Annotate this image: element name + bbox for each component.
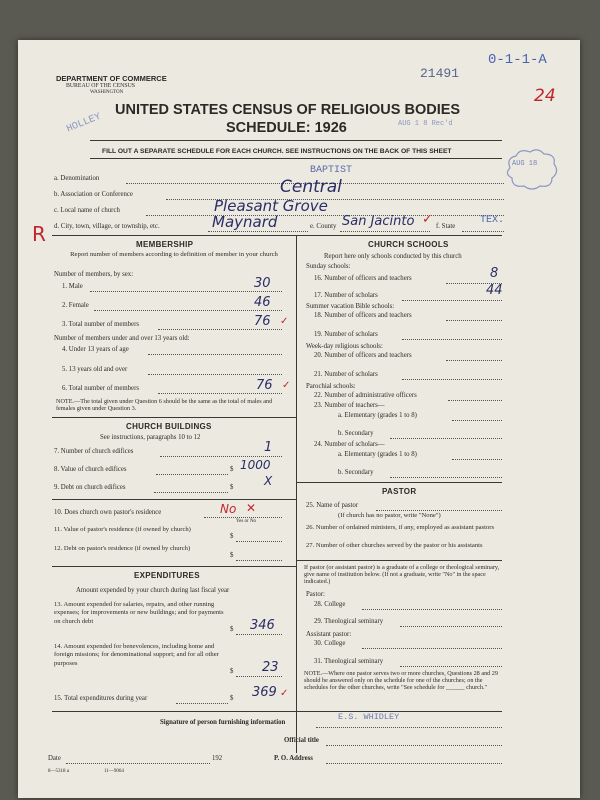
running-expenses-value: 346	[250, 618, 275, 633]
instruction-rule	[90, 158, 502, 159]
schools-title: CHURCH SCHOOLS	[368, 240, 449, 249]
schools-subtitle: Report here only schools conducted by this church	[324, 253, 462, 260]
red-r-mark: R	[32, 222, 46, 246]
weekday-scholars-label: 21. Number of scholars	[314, 371, 378, 378]
members-by-sex-label: Number of members, by sex:	[54, 271, 134, 278]
total-expenditures-check-mark: ✓	[280, 688, 289, 699]
official-title-label: Official title	[284, 737, 319, 744]
received-stamp: AUG 1 8 Rec'd	[398, 120, 453, 128]
teachers-label: 23. Number of teachers—	[314, 402, 385, 409]
weekday-schools-label: Week-day religious schools:	[306, 343, 383, 350]
running-expenses-currency: $	[230, 626, 234, 633]
column-divider	[296, 235, 297, 753]
teachers-elementary-label: a. Elementary (grades 1 to 8)	[338, 412, 417, 419]
edifice-value-currency: $	[230, 466, 234, 473]
residence-debt-label: 12. Debt on pastor's residence (if owned by church)	[54, 545, 191, 552]
edifice-value-label: 8. Value of church edifices	[54, 466, 127, 473]
pastor-seminary-label: 29. Theological seminary	[314, 618, 384, 625]
state-label: f. State	[436, 223, 456, 230]
department-name: DEPARTMENT OF COMMERCE	[56, 74, 167, 83]
sunday-officers-value: 8	[490, 266, 499, 281]
male-label: 1. Male	[62, 283, 83, 290]
scholars-elementary-label: a. Elementary (grades 1 to 8)	[338, 451, 417, 458]
bureau-name: BUREAU OF THE CENSUS	[66, 83, 135, 89]
church-edifices-value: 1	[264, 440, 273, 455]
summer-schools-label: Summer vacation Bible schools:	[306, 303, 395, 310]
yes-no-hint: Yes or No	[236, 519, 257, 524]
female-value: 46	[254, 295, 271, 310]
edifice-debt-label: 9. Debt on church edifices	[54, 484, 126, 491]
total-expenditures-label: 15. Total expenditures during year	[54, 695, 148, 702]
edifice-debt-value: X	[264, 474, 273, 488]
membership-title: MEMBERSHIP	[136, 240, 194, 249]
sunday-officers-label: 16. Number of officers and teachers	[314, 275, 412, 282]
state-value: TEX.	[480, 215, 505, 226]
city-label: d. City, town, village, or township, etc.	[54, 223, 160, 230]
membership-note: NOTE.—The total given under Question 6 should be the same as the total of males and females given under Question 3.	[56, 398, 273, 413]
summer-scholars-label: 19. Number of scholars	[314, 331, 378, 338]
edifice-value-amount: 1000	[240, 458, 271, 472]
total-members-age-value: 76	[256, 378, 273, 393]
form-title: UNITED STATES CENSUS OF RELIGIOUS BODIES	[115, 102, 461, 118]
total-expenditures-value: 369	[252, 685, 277, 700]
church-edifices-label: 7. Number of church edifices	[54, 448, 134, 455]
association-value: Central	[280, 177, 342, 197]
total-age-check-mark: ✓	[282, 380, 291, 391]
summer-officers-label: 18. Number of officers and teachers	[314, 312, 412, 319]
sunday-scholars-label: 17. Number of scholars	[314, 292, 378, 299]
county-check-mark: ✓	[422, 212, 433, 227]
sunday-scholars-value: 44	[486, 283, 503, 298]
signature-value: E.S. WHIDLEY	[338, 712, 400, 722]
holley-stamp: HOLLEY	[65, 111, 103, 136]
assistant-pastor-subheading: Assistant pastor:	[306, 631, 352, 638]
separate-schedule-instruction: FILL OUT A SEPARATE SCHEDULE FOR EACH CHURCH. SEE INSTRUCTIONS ON THE BACK OF THIS SHEET	[102, 148, 452, 155]
local-name-label: c. Local name of church	[54, 207, 120, 214]
weekday-officers-label: 20. Number of officers and teachers	[314, 352, 412, 359]
aug-received-seal	[502, 148, 562, 190]
residence-value-currency: $	[230, 533, 234, 540]
total-members-value: 76	[254, 314, 271, 329]
membership-intro: Report number of members according to definition of member in your church	[70, 251, 278, 258]
pastor-college-label: 28. College	[314, 601, 346, 608]
header-rule	[90, 140, 502, 141]
owns-residence-x-mark: ✕	[246, 501, 257, 515]
form-number-stamp: 21491	[420, 66, 460, 81]
signature-label: Signature of person furnishing information	[160, 719, 286, 726]
expenditures-subtitle: Amount expended by your church during last fiscal year	[76, 587, 230, 594]
po-address-label: P. O. Address	[274, 755, 313, 762]
under-over-label: Number of members under and over 13 years old:	[54, 335, 190, 342]
assistant-seminary-label: 31. Theological seminary	[314, 658, 384, 665]
buildings-subtitle: See instructions, paragraphs 10 to 12	[100, 434, 201, 441]
assistant-college-label: 30. College	[314, 640, 346, 647]
form-code: 8—5318 a	[48, 769, 69, 774]
county-value: San Jacinto	[342, 214, 415, 229]
county-label: e. County	[310, 223, 337, 230]
code-stamp: 0-1-1-A	[488, 52, 547, 68]
parochial-schools-label: Parochial schools:	[306, 383, 356, 390]
residence-value-label: 11. Value of pastor's residence (if owned by church)	[54, 526, 191, 533]
residence-debt-currency: $	[230, 552, 234, 559]
denomination-value: BAPTIST	[310, 165, 353, 176]
total-expenditures-currency: $	[230, 695, 234, 702]
female-label: 2. Female	[62, 302, 89, 309]
graduate-instructions: If pastor (or assistant pastor) is a graduate of a college or theological seminary, give name of institution below. (If not a graduate, write "No" in the space indicated.)	[304, 564, 500, 586]
pastor-subheading: Pastor:	[306, 591, 325, 598]
local-name-value: Pleasant Grove	[214, 197, 328, 215]
benevolences-value: 23	[262, 660, 279, 675]
sunday-schools-label: Sunday schools:	[306, 263, 351, 270]
date-year: 192	[212, 755, 223, 762]
census-schedule-sheet	[18, 40, 580, 798]
red-mark-24: 24	[534, 86, 556, 106]
expenditures-title: EXPENDITURES	[134, 571, 200, 580]
date-label: Date	[48, 755, 61, 762]
pastor-note: NOTE.—Where one pastor serves two or more churches, Questions 28 and 29 should be answered only on the schedule for one of the churches; on the schedules for the other churches, write "See schedule for ______ church."	[304, 670, 498, 692]
pastor-name-label: 25. Name of pastor	[306, 502, 359, 509]
benevolences-currency: $	[230, 668, 234, 675]
denomination-label: a. Denomination	[54, 175, 100, 182]
edifice-debt-currency: $	[230, 484, 234, 491]
buildings-title: CHURCH BUILDINGS	[126, 422, 212, 431]
pastor-name-hint: (If church has no pastor, write "None")	[338, 512, 441, 519]
association-label: b. Association or Conference	[54, 191, 133, 198]
total-members-label: 3. Total number of members	[62, 321, 139, 328]
assistant-pastors-label: 26. Number of ordained ministers, if any, employed as assistant pastors	[306, 524, 495, 531]
owns-residence-value: No	[220, 502, 237, 516]
under-13-label: 4. Under 13 years of age	[62, 346, 129, 353]
scholars-secondary-label: b. Secondary	[338, 469, 374, 476]
form-subtitle: SCHEDULE: 1926	[226, 120, 347, 136]
scholars-label: 24. Number of scholars—	[314, 441, 385, 448]
other-churches-label: 27. Number of other churches served by the pastor or his assistants	[306, 542, 483, 549]
over-13-label: 5. 13 years old and over	[62, 366, 128, 373]
running-expenses-label: 13. Amount expended for salaries, repairs, and other running expenses; for improvements or new buildings; and for payments on church debt	[54, 601, 224, 625]
benevolences-label: 14. Amount expended for benevolences, including home and foreign missions; for denominational support; and for all other purposes	[54, 643, 219, 667]
aug-received-date: AUG 18	[512, 160, 538, 168]
print-code: 11—9064	[104, 769, 124, 774]
owns-residence-label: 10. Does church own pastor's residence	[54, 509, 162, 516]
total-check-mark: ✓	[280, 316, 289, 327]
teachers-secondary-label: b. Secondary	[338, 430, 374, 437]
pastor-title: PASTOR	[382, 487, 417, 496]
male-value: 30	[254, 276, 271, 291]
parochial-officers-label: 22. Number of administrative officers	[314, 392, 417, 399]
total-members-age-label: 6. Total number of members	[62, 385, 139, 392]
city-value: Maynard	[212, 213, 278, 231]
bureau-city: WASHINGTON	[90, 90, 124, 95]
